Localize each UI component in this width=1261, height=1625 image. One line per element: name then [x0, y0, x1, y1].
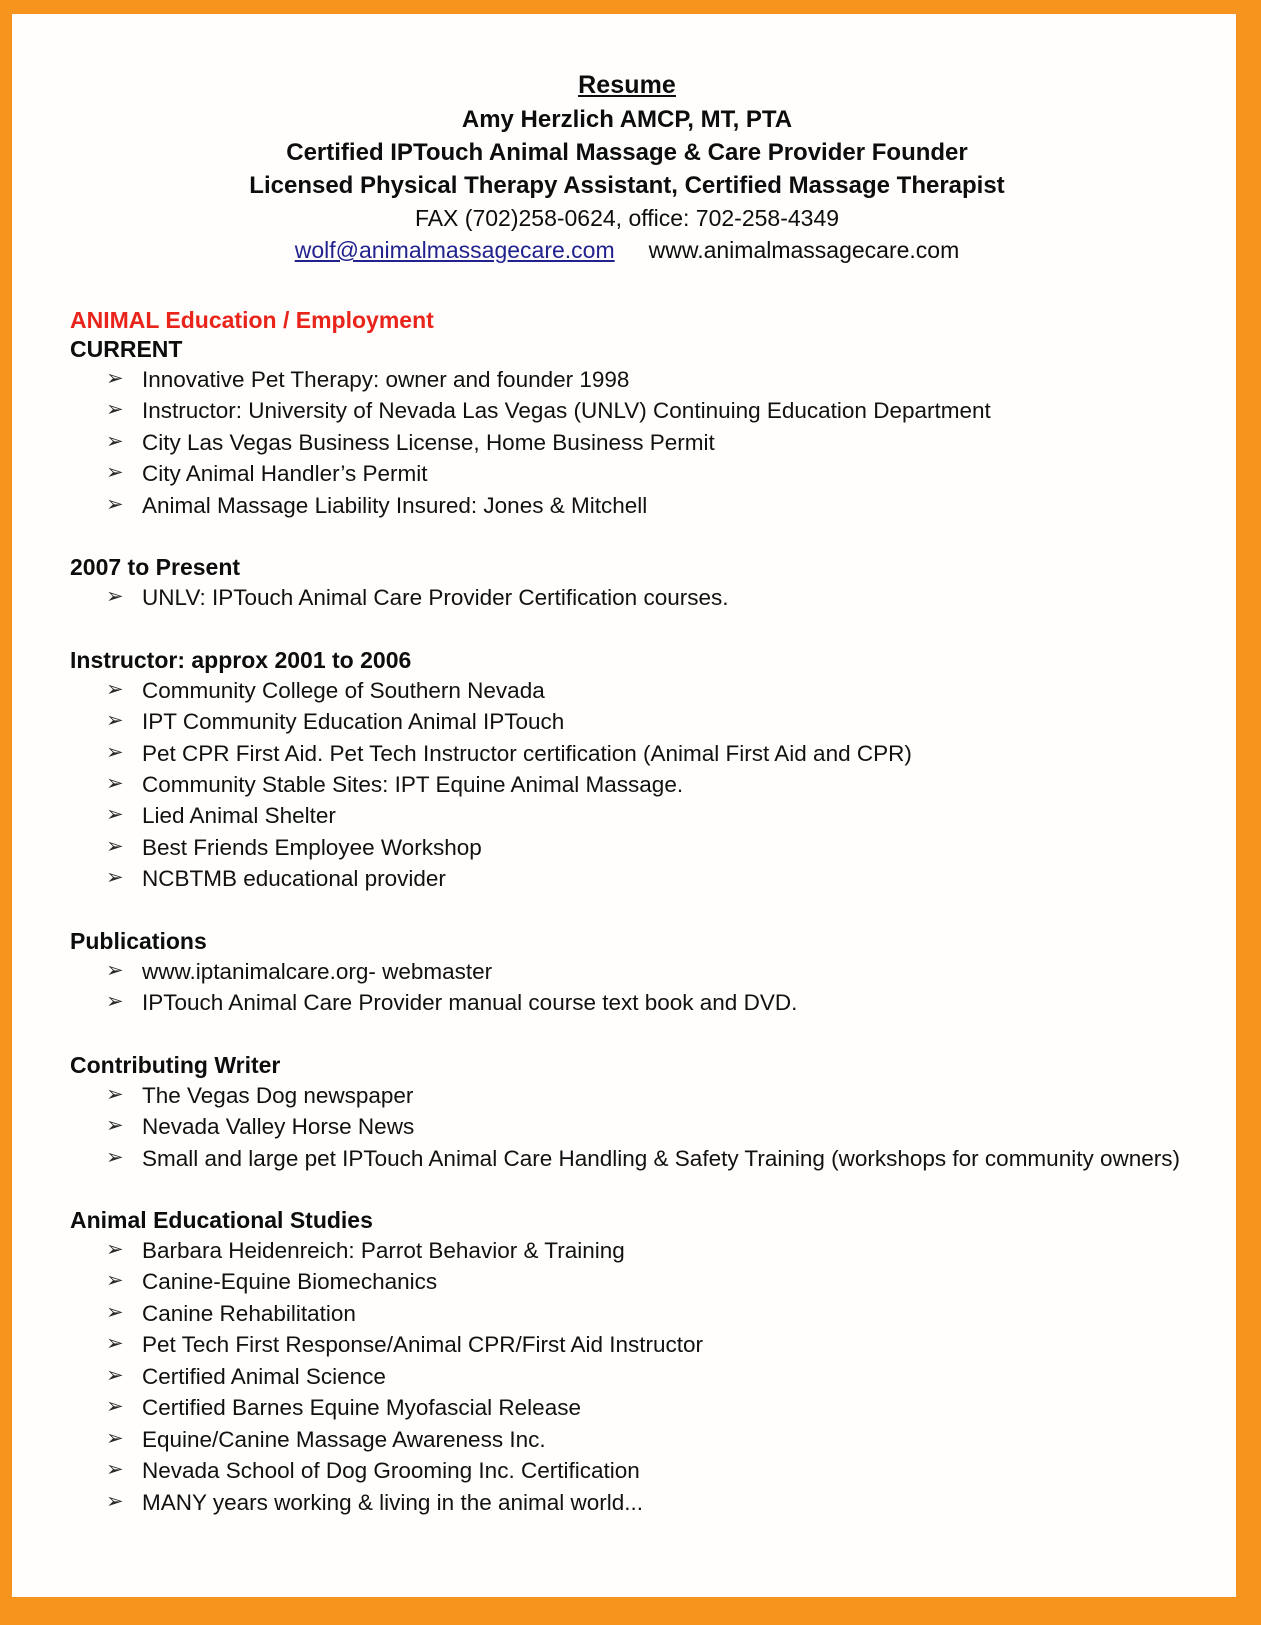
arrowhead-bullet-icon: ➢ — [106, 1114, 124, 1138]
section-heading-main: ANIMAL Education — [70, 306, 277, 333]
list-item-text: Certified Animal Science — [142, 1363, 386, 1389]
list-item-text: Instructor: University of Nevada Las Vegas (UNLV) Continuing Education Department — [142, 398, 991, 424]
section-heading-separator: / — [276, 306, 296, 333]
list-item — [70, 1489, 1184, 1516]
list-item — [70, 834, 1184, 861]
list-item-text: City Las Vegas Business License, Home Business Permit — [142, 429, 715, 455]
arrowhead-bullet-icon: ➢ — [106, 1300, 124, 1324]
arrowhead-bullet-icon: ➢ — [106, 1426, 124, 1450]
arrowhead-bullet-icon: ➢ — [106, 709, 124, 733]
list-item-text: Certified Barnes Equine Myofascial Release — [142, 1395, 581, 1421]
list-item-text: Equine/Canine Massage Awareness Inc. — [142, 1426, 546, 1452]
list-item-text: Lied Animal Shelter — [142, 803, 336, 829]
resume-page — [12, 14, 1236, 1597]
list-item — [70, 1331, 1184, 1358]
list-item — [70, 1394, 1184, 1421]
list-item-text: Nevada School of Dog Grooming Inc. Certification — [142, 1458, 640, 1484]
list-item-text: UNLV: IPTouch Animal Care Provider Certification courses. — [142, 585, 729, 611]
bullet-list — [70, 584, 1184, 611]
section-heading: Animal Educational Studies — [70, 1207, 373, 1233]
subsection-heading-current: CURRENT — [70, 335, 183, 362]
section-contributing-writer — [70, 1051, 1184, 1172]
arrowhead-bullet-icon: ➢ — [106, 1269, 124, 1293]
section-instructor-2001-2006 — [70, 646, 1184, 893]
arrowhead-bullet-icon: ➢ — [106, 771, 124, 795]
list-item — [70, 865, 1184, 892]
arrowhead-bullet-icon: ➢ — [106, 1145, 124, 1169]
list-item — [70, 429, 1184, 456]
section-animal-education-employment — [70, 306, 1184, 519]
email-link[interactable]: wolf@animalmassagecare.com — [294, 236, 615, 263]
arrowhead-bullet-icon: ➢ — [106, 834, 124, 858]
arrowhead-bullet-icon: ➢ — [106, 866, 124, 890]
list-item-text: Nevada Valley Horse News — [142, 1114, 415, 1140]
list-item — [70, 1363, 1184, 1390]
list-item-text: The Vegas Dog newspaper — [142, 1082, 414, 1108]
list-item — [70, 802, 1184, 829]
list-item — [70, 397, 1184, 424]
section-heading — [70, 306, 1184, 334]
credential-line-1: Certified IPTouch Animal Massage & Care Provider Founder — [286, 138, 968, 166]
arrowhead-bullet-icon: ➢ — [106, 1458, 124, 1482]
list-item — [70, 958, 1184, 985]
arrowhead-bullet-icon: ➢ — [106, 492, 124, 516]
list-item — [70, 460, 1184, 487]
arrowhead-bullet-icon: ➢ — [106, 740, 124, 764]
section-2007-to-present — [70, 553, 1184, 611]
list-item — [70, 1426, 1184, 1453]
arrowhead-bullet-icon: ➢ — [106, 1395, 124, 1419]
credential-line-2: Licensed Physical Therapy Assistant, Certified Massage Therapist — [249, 171, 1005, 199]
list-item-text: www.iptanimalcare.org- webmaster — [142, 958, 493, 984]
page-title: Resume — [578, 71, 676, 99]
list-item-text: Community College of Southern Nevada — [142, 677, 545, 703]
arrowhead-bullet-icon: ➢ — [106, 1363, 124, 1387]
list-item — [70, 677, 1184, 704]
list-item-text: Animal Massage Liability Insured: Jones & Mitchell — [142, 492, 648, 518]
bullet-list — [70, 677, 1184, 893]
list-item-text: Canine-Equine Biomechanics — [142, 1269, 438, 1295]
arrowhead-bullet-icon: ➢ — [106, 958, 124, 982]
arrowhead-bullet-icon: ➢ — [106, 461, 124, 485]
bullet-list — [70, 1082, 1184, 1172]
list-item — [70, 989, 1184, 1016]
bullet-list — [70, 366, 1184, 519]
list-item-text: Canine Rehabilitation — [142, 1300, 356, 1326]
website-text: www.animalmassagecare.com — [648, 236, 960, 263]
section-heading-tail: Employment — [295, 306, 434, 333]
candidate-name: Amy Herzlich AMCP, MT, PTA — [461, 105, 793, 133]
section-heading: Contributing Writer — [70, 1051, 281, 1078]
list-item-text: Innovative Pet Therapy: owner and founder 1998 — [142, 366, 630, 392]
section-publications — [70, 927, 1184, 1017]
arrowhead-bullet-icon: ➢ — [106, 1332, 124, 1356]
list-item-text: City Animal Handler’s Permit — [142, 461, 428, 487]
arrowhead-bullet-icon: ➢ — [106, 677, 124, 701]
list-item — [70, 1300, 1184, 1327]
list-item — [70, 1082, 1184, 1109]
list-item-text: Best Friends Employee Workshop — [142, 834, 482, 860]
list-item-text: Small and large pet IPTouch Animal Care Handling & Safety Training (workshops for community owners) — [142, 1145, 1180, 1171]
list-item — [70, 1268, 1184, 1295]
arrowhead-bullet-icon: ➢ — [106, 585, 124, 609]
arrowhead-bullet-icon: ➢ — [106, 803, 124, 827]
resume-content — [12, 14, 1236, 1536]
list-item-text: MANY years working & living in the animal world... — [142, 1489, 644, 1515]
list-item — [70, 1237, 1184, 1264]
arrowhead-bullet-icon: ➢ — [106, 990, 124, 1014]
section-heading: Instructor: approx 2001 to 2006 — [70, 646, 412, 673]
bullet-list — [70, 1237, 1184, 1516]
list-item-text: Community Stable Sites: IPT Equine Animal Massage. — [142, 771, 684, 797]
arrowhead-bullet-icon: ➢ — [106, 398, 124, 422]
list-item — [70, 771, 1184, 798]
arrowhead-bullet-icon: ➢ — [106, 1238, 124, 1262]
list-item-text: Pet Tech First Response/Animal CPR/First Aid Instructor — [142, 1332, 704, 1358]
arrowhead-bullet-icon: ➢ — [106, 1082, 124, 1106]
list-item-text: Pet CPR First Aid. Pet Tech Instructor certification (Animal First Aid and CPR) — [142, 740, 912, 766]
resume-header — [70, 69, 1184, 266]
list-item-text: Barbara Heidenreich: Parrot Behavior & Training — [142, 1238, 625, 1264]
arrowhead-bullet-icon: ➢ — [106, 1489, 124, 1513]
list-item-text: IPT Community Education Animal IPTouch — [142, 709, 565, 735]
list-item — [70, 708, 1184, 735]
list-item — [70, 492, 1184, 519]
contact-phone-fax: FAX (702)258-0624, office: 702-258-4349 — [414, 205, 840, 232]
section-heading: 2007 to Present — [70, 554, 241, 581]
list-item — [70, 740, 1184, 767]
list-item-text: IPTouch Animal Care Provider manual course text book and DVD. — [142, 990, 798, 1016]
arrowhead-bullet-icon: ➢ — [106, 429, 124, 453]
list-item — [70, 366, 1184, 393]
bullet-list — [70, 958, 1184, 1017]
list-item-text: NCBTMB educational provider — [142, 866, 446, 892]
section-heading: Publications — [70, 927, 207, 954]
contact-links — [70, 236, 1184, 266]
list-item — [70, 1457, 1184, 1484]
list-item — [70, 1145, 1184, 1172]
arrowhead-bullet-icon: ➢ — [106, 366, 124, 390]
list-item — [70, 1113, 1184, 1140]
section-animal-educational-studies — [70, 1206, 1184, 1516]
list-item — [70, 584, 1184, 611]
